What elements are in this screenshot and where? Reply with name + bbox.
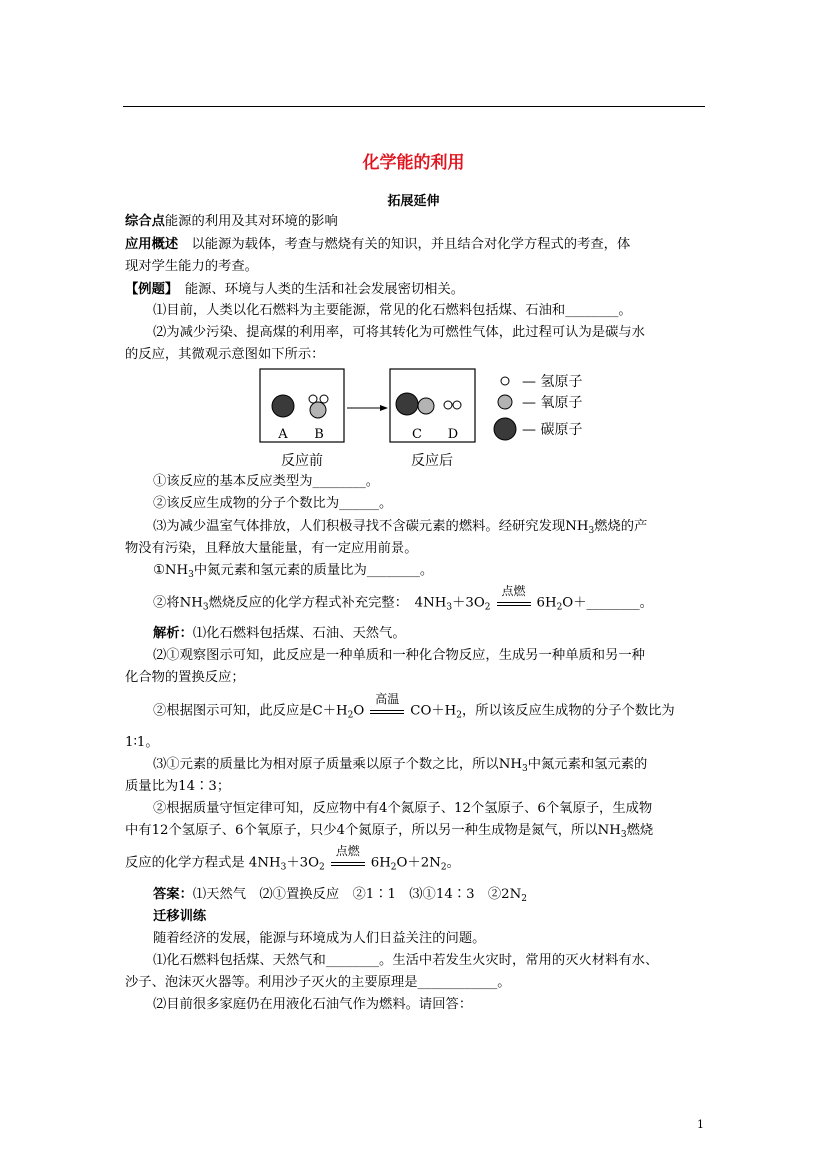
analysis-ratio: 1∶1。 (125, 735, 159, 750)
page-number: 1 (697, 1118, 704, 1131)
question-2-2: ②该反应生成物的分子个数比为______。 (153, 496, 393, 511)
analysis-1: 解析：⑴化石燃料包括煤、石油、天然气。 (153, 626, 406, 641)
transfer-heading: 迁移训练 (153, 909, 207, 924)
arrow-head-icon (380, 405, 388, 411)
hydrogen-atom (453, 401, 461, 409)
line-example: 【例题】 能源、环境与人类的生活和社会发展密切相关。 (125, 282, 465, 297)
label-d: D (447, 427, 459, 442)
hydrogen-atom (320, 395, 328, 403)
reaction-condition: 点燃 (495, 594, 533, 612)
question-2-cont: 的反应，其微观示意图如下所示： (125, 347, 325, 362)
carbon-atom (272, 395, 294, 417)
line-topic: 综合点能源的利用及其对环境的影响 (125, 214, 338, 229)
transfer-q1-cont: 沙子、泡沫灭火器等。利用沙子灭火的主要原理是____________。 (125, 975, 511, 990)
legend-oxygen: — 氧原子 (522, 395, 583, 411)
reaction-condition: 高温 (368, 702, 406, 720)
carbon-atom (396, 393, 418, 415)
label-b: B (314, 427, 324, 442)
legend-hydrogen: — 氢原子 (522, 374, 583, 390)
question-3-2: ②将$NH_3$燃烧反应的化学方程式补充完整： $4NH_3+3O_2$ 点燃 $6H_2O+\_\_\_\_\_\_\_\_$。 (153, 584, 653, 613)
legend-hydrogen-icon (501, 377, 509, 385)
analysis-3-2-cont: 中有12个氢原子、6个氧原子，只少4个氮原子，所以另一种生成物是氮气，所以$NH_3$燃烧 (125, 823, 654, 840)
section-subtitle: 拓展延伸 (387, 194, 440, 209)
line-overview: 应用概述 以能源为载体，考查与燃烧有关的知识，并且结合对化学方程式的考查，体 (125, 237, 631, 252)
hydrogen-atom (309, 395, 317, 403)
reaction-condition: 点燃 (329, 854, 367, 872)
transfer-q1: ⑴化石燃料包括煤、天然气和________。生活中若发生火灾时，常用的灭火材料有水、 (153, 953, 659, 968)
question-3-1: $①NH_3$中氮元素和氢元素的质量比为________。 (153, 563, 434, 580)
label-a: A (278, 427, 288, 442)
label-c: C (412, 427, 422, 442)
analysis-2-2: ②根据图示可知，此反应是$C+H_2O$ 高温 $CO+H_2$，所以该反应生成物的分子个数比为 (153, 692, 675, 721)
legend-oxygen-icon (498, 395, 512, 409)
line-overview-cont: 现对学生能力的考查。 (125, 259, 258, 274)
legend-carbon: — 碳原子 (522, 422, 583, 438)
hydrogen-atom (444, 401, 452, 409)
analysis-2-cont: 化合物的置换反应； (125, 670, 245, 685)
question-2: ⑵为减少污染、提高煤的利用率，可将其转化为可燃性气体，此过程可认为是碳与水 (153, 325, 645, 340)
oxygen-atom (310, 402, 326, 418)
caption-before: 反应前 (281, 453, 323, 469)
analysis-3-cont: 质量比为14∶3； (125, 779, 231, 794)
caption-after: 反应后 (411, 453, 453, 469)
analysis-2: ⑵①观察图示可知，此反应是一种单质和一种化合物反应，生成另一种单质和另一种 (153, 648, 645, 663)
analysis-equation: 反应的化学方程式是 $4NH_3+3O_2$ 点燃 $6H_2O+2N_2$。 (125, 844, 460, 873)
transfer-intro: 随着经济的发展，能源与环境成为人们日益关注的问题。 (153, 931, 486, 946)
question-3: ⑶为减少温室气体排放，人们积极寻找不含碳元素的燃料。经研究发现$NH_3$燃烧的产 (153, 519, 648, 536)
oxygen-atom (418, 398, 434, 414)
analysis-3: ⑶①元素的质量比为相对原子质量乘以原子个数之比，所以$NH_3$中氮元素和氢元素的 (153, 757, 648, 774)
legend-carbon-icon (494, 418, 516, 440)
question-1: ⑴目前，人类以化石燃料为主要能源，常见的化石燃料包括煤、石油和________。 (153, 303, 632, 318)
answer: 答案：⑴天然气 ⑵①置换反应 ②1∶1 ⑶①14∶3 $②2N_2$ (153, 887, 527, 904)
question-2-1: ①该反应的基本反应类型为________。 (153, 474, 380, 489)
page-title: 化学能的利用 (362, 153, 465, 173)
analysis-3-2: ②根据质量守恒定律可知，反应物中有4个氮原子、12个氢原子、6个氧原子，生成物 (153, 801, 653, 816)
reaction-diagram (256, 368, 616, 470)
transfer-q2: ⑵目前很多家庭仍在用液化石油气作为燃料。请回答： (153, 997, 473, 1012)
header-rule (123, 106, 705, 107)
question-3-cont: 物没有污染，且释放大量能量，有一定应用前景。 (125, 541, 418, 556)
